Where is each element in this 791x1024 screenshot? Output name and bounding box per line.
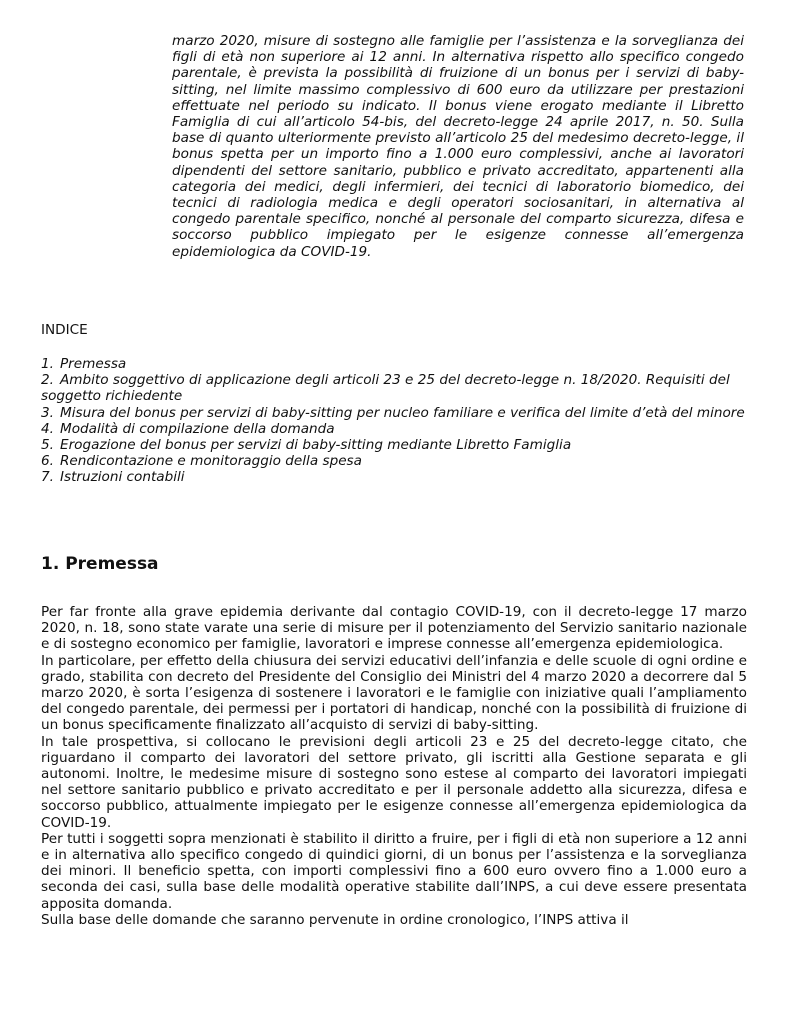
body-paragraph: Per far fronte alla grave epidemia derivante dal contagio COVID-19, con il decreto-legge 17 marzo 2020, n. 18, sono state varate una serie di misure per il potenziamento del Servizio sanitario nazionale e di sostegno economico per famiglie, lavoratori e imprese connesse all’emergenza epidemiologica. [41,604,747,653]
section-title: 1. Premessa [41,554,159,574]
toc-item[interactable]: 4. Modalità di compilazione della domanda [41,420,335,437]
toc-item[interactable]: 1. Premessa [41,356,127,372]
intro-paragraph: marzo 2020, misure di sostegno alle famiglie per l’assistenza e la sorveglianza dei figli di età non superiore ai 12 anni. In alternativa rispetto allo specifico congedo parentale, è prevista la possibilità di fruizione di un bonus per i servizi di baby-sitting, nel limite massimo complessivo di 600 euro da utilizzare per prestazioni effettuate nel periodo su indicato. Il bonus viene erogato mediante il Libretto Famiglia di cui all’articolo 54-bis, del decreto-legge 24 aprile 2017, n. 50. Sulla base di quanto ulteriormente previsto all’articolo 25 del medesimo decreto-legge, il bonus spetta per un importo fino a 1.000 euro complessivi, anche ai lavoratori dipendenti del settore sanitario, pubblico e privato accreditato, appartenenti alla categoria dei medici, degli infermieri, dei tecnici di laboratorio biomedico, dei tecnici di radiologia medica e degli operatori sociosanitari, in alternativa al congedo parentale specifico, nonché al personale del comparto sicurezza, difesa e soccorso pubblico impiegato per le esigenze connesse all’emergenza epidemiologica da COVID-19. [172,33,744,260]
body-paragraph: In tale prospettiva, si collocano le previsioni degli articoli 23 e 25 del decreto-legge citato, che riguardano il comparto dei lavoratori del settore privato, gli iscritti alla Gestione separata e gli autonomi. Inoltre, le medesime misure di sostegno sono estese al comparto dei lavoratori impiegati nel settore sanitario pubblico e privato accreditato e per il personale addetto alla sicurezza, difesa e soccorso pubblico, attualmente impiegato per le esigenze connesse all’emergenza epidemiologica da COVID-19. [41,733,747,831]
toc-item[interactable]: 2. Ambito soggettivo di applicazione degli articoli 23 e 25 del decreto-legge n. 18/2020. Requisiti del soggetto richiedente [41,372,730,405]
table-of-contents [41,356,747,486]
index-heading: INDICE [41,322,88,338]
toc-item[interactable]: 7. Istruzioni contabili [41,469,185,486]
body-paragraph: Per tutti i soggetti sopra menzionati è stabilito il diritto a fruire, per i figli di età non superiore a 12 anni e in alternativa allo specifico congedo di quindici giorni, di un bonus per l’assistenza e la sorveglianza dei minori. Il beneficio spetta, con importi complessivi fino a 600 euro ovvero fino a 1.000 euro a seconda dei casi, sulla base delle modalità operative stabilite dall’INPS, a cui deve essere presentata apposita domanda. [41,830,747,912]
toc-item[interactable]: 5. Erogazione del bonus per servizi di baby-sitting mediante Libretto Famiglia [41,437,572,454]
toc-item[interactable]: 3. Misura del bonus per servizi di baby-sitting per nucleo familiare e verifica del limite d’età del minore [41,404,745,421]
body-paragraph: In particolare, per effetto della chiusura dei servizi educativi dell’infanzia e delle scuole di ogni ordine e grado, stabilita con decreto del Presidente del Consiglio dei Ministri del 4 marzo 2020 a decorrere dal 5 marzo 2020, è sorta l’esigenza di sostenere i lavoratori e le famiglie con iniziative quali l’ampliamento del congedo parentale, dei permessi per i portatori di handicap, nonché con la possibilità di fruizione di un bonus specificamente finalizzato all’acquisto di servizi di baby-sitting. [41,652,747,734]
section-body [41,604,747,928]
toc-item[interactable]: 6. Rendicontazione e monitoraggio della spesa [41,453,362,470]
body-paragraph: Sulla base delle domande che saranno pervenute in ordine cronologico, l’INPS attiva il [41,911,629,928]
